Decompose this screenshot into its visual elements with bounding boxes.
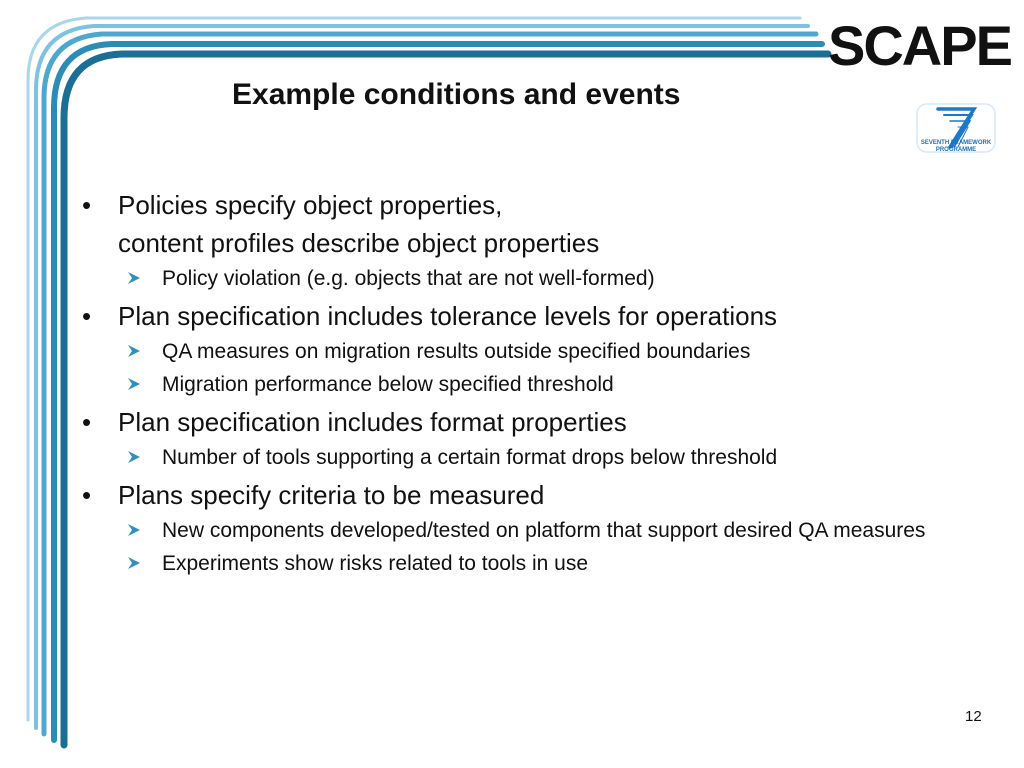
bullet-dot: • (82, 301, 92, 331)
sub-bullet-item: Experiments show risks related to tools in use (82, 547, 982, 580)
arrow-bullet-icon (126, 514, 148, 547)
arrow-bullet-icon (126, 335, 148, 368)
arrow-bullet-icon (126, 262, 148, 295)
bullet-item: • Plan specification includes format properties (82, 403, 982, 441)
fp7-logo-text: SEVENTH FRAMEWORK PROGRAMME (920, 140, 992, 153)
bullet-dot: • (82, 190, 92, 220)
bullet-dot: • (82, 480, 92, 510)
sub-bullet-item: New components developed/tested on platform that support desired QA measures (82, 514, 982, 547)
sub-bullet-item: Migration performance below specified threshold (82, 368, 982, 401)
slide-title: Example conditions and events (232, 78, 681, 111)
sub-bullet-item: Number of tools supporting a certain format drops below threshold (82, 441, 982, 474)
bullet-item: • Policies specify object properties, content profiles describe object properties (82, 186, 982, 262)
bullet-dot: • (82, 407, 92, 437)
bullet-list (82, 186, 982, 580)
page-number: 12 (965, 708, 982, 725)
arrow-bullet-icon (126, 441, 148, 474)
bullet-item: • Plan specification includes tolerance levels for operations (82, 297, 982, 335)
bullet-item: • Plans specify criteria to be measured (82, 476, 982, 514)
scape-logo: SCAPE (828, 14, 1011, 77)
arrow-bullet-icon (126, 368, 148, 401)
sub-bullet-item: Policy violation (e.g. objects that are not well-formed) (82, 262, 982, 295)
sub-bullet-item: QA measures on migration results outside specified boundaries (82, 335, 982, 368)
arrow-bullet-icon (126, 547, 148, 580)
